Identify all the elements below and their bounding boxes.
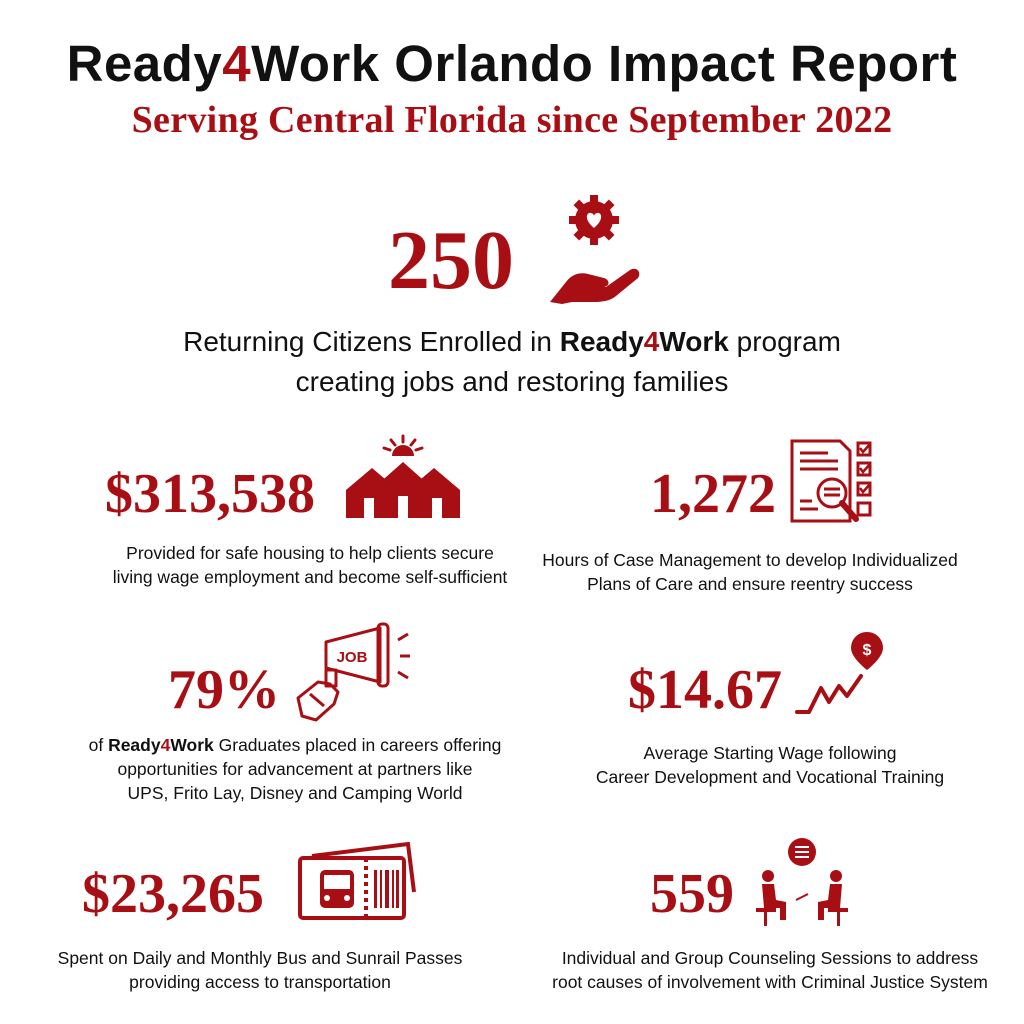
wage-description: Average Starting Wage following Career Development and Vocational Training	[595, 743, 945, 787]
page-subtitle: Serving Central Florida since September 2022	[131, 99, 893, 141]
counseling-value: 559	[650, 863, 734, 925]
page-title: Ready4Work Orlando Impact Report	[66, 35, 958, 92]
bus-ticket-icon	[298, 842, 416, 922]
hero-description: Returning Citizens Enrolled in Ready4Work program creating jobs and restoring families	[183, 326, 841, 397]
svg-text:JOB: JOB	[336, 649, 368, 666]
document-search-icon	[788, 437, 878, 527]
hero-number: 250	[388, 214, 514, 307]
housing-value: $313,538	[105, 463, 315, 525]
case-management-description: Hours of Case Management to develop Individualized Plans of Care and ensure reentry success	[542, 550, 958, 594]
heart-gear-hand-icon	[544, 190, 644, 305]
job-megaphone-icon	[296, 622, 412, 722]
svg-text:$: $	[862, 642, 872, 659]
rising-wage-icon	[795, 628, 887, 720]
case-management-value: 1,272	[650, 463, 776, 525]
counseling-session-icon	[752, 836, 852, 928]
housing-description: Provided for safe housing to help clients secure living wage employment and become self-sufficient	[112, 543, 508, 587]
placement-description: of Ready4Work Graduates placed in careers offering opportunities for advancement at partners like UPS, Frito Lay, Disney and Camping World	[88, 735, 502, 803]
wage-value: $14.67	[628, 659, 782, 721]
counseling-description: Individual and Group Counseling Sessions to address root causes of involvement with Criminal Justice System	[552, 948, 988, 992]
transit-description: Spent on Daily and Monthly Bus and Sunrail Passes providing access to transportation	[57, 948, 463, 992]
houses-icon	[344, 432, 462, 522]
placement-value: 79%	[168, 659, 280, 721]
transit-value: $23,265	[82, 863, 264, 925]
